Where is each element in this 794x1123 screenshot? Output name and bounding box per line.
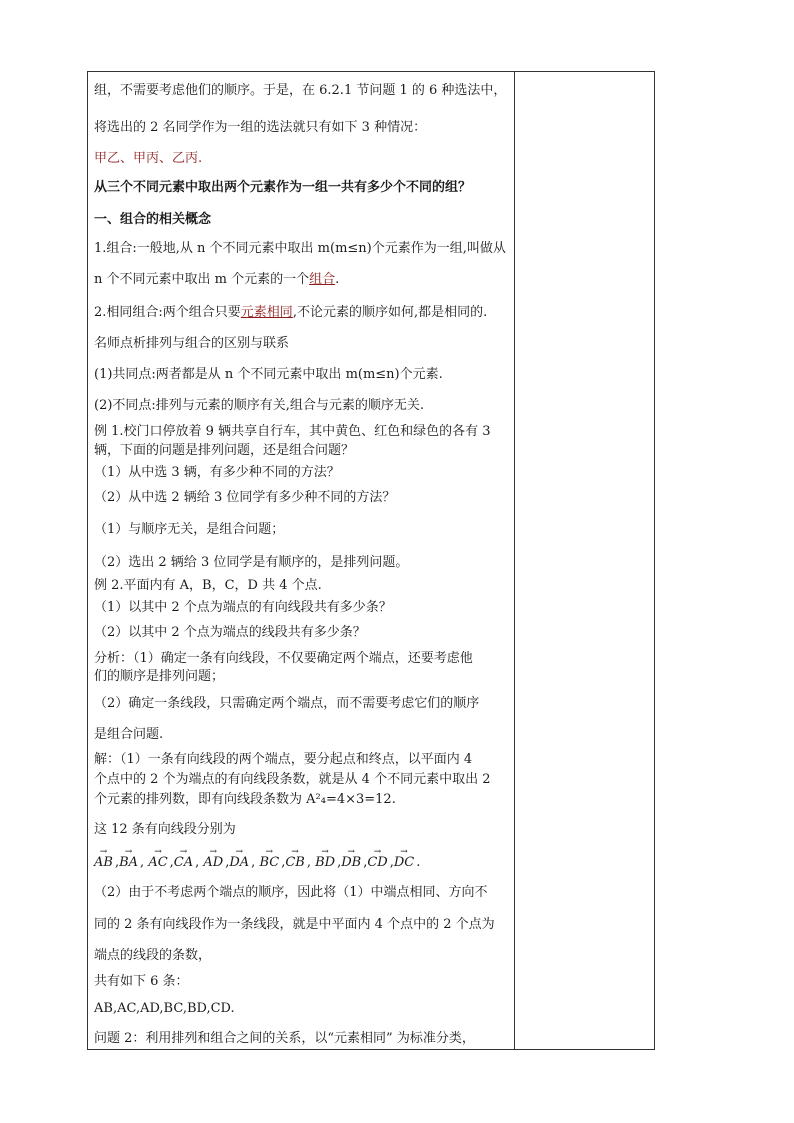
- text-line: (1)共同点:两者都是从 n 个不同元素中取出 m(m≤n)个元素.: [94, 367, 443, 382]
- text-line: 1.组合:一般地,从 n 个不同元素中取出 m(m≤n)个元素作为一组,叫做从: [94, 241, 506, 256]
- vector-ca: → CA: [174, 854, 193, 872]
- term-same-elements: 元素相同: [240, 305, 293, 320]
- text-line: 将选出的 2 名同学作为一组的选法就只有如下 3 种情况：: [94, 120, 427, 135]
- term-combination: 组合: [309, 272, 336, 287]
- section-heading: 一、组合的相关概念: [94, 212, 212, 227]
- text-line: （1）以其中 2 个点为端点的有向线段共有多少条？: [94, 600, 392, 615]
- text-line: 这 12 条有向线段分别为: [94, 822, 236, 837]
- text-line: 是组合问题.: [94, 727, 164, 742]
- vector-db: → DB: [341, 854, 361, 872]
- text-line: [94, 304, 487, 322]
- text-line: 名师点析排列与组合的区别与联系: [94, 336, 290, 351]
- text-line: 组，不需要考虑他们的顺序。于是，在 6.2.1 节问题 1 的 6 种选法中，: [94, 83, 507, 98]
- text-line: [94, 271, 339, 289]
- text-line: （1）与顺序无关，是组合问题；: [94, 522, 285, 537]
- text-line: （2）以其中 2 个点为端点的线段共有多少条？: [94, 625, 366, 640]
- text-line: 甲乙、甲丙、乙丙.: [94, 151, 203, 166]
- vector-cd: → CD: [367, 854, 387, 872]
- text-span: .: [335, 272, 340, 287]
- vector-ab: → AB: [94, 854, 113, 872]
- text-span: n 个不同元素中取出 m 个元素的一个: [94, 272, 310, 287]
- vector-ac: → AC: [148, 854, 167, 872]
- text-line: 们的顺序是排列问题；: [94, 669, 225, 684]
- text-line: （1）从中选 3 辆，有多少种不同的方法？: [94, 465, 340, 480]
- text-line: 分析：（1）确定一条有向线段，不仅要确定两个端点，还要考虑他: [94, 651, 473, 666]
- text-line: （2）确定一条线段，只需确定两个端点，而不需要考虑它们的顺序: [94, 696, 480, 711]
- text-line: 个点中的 2 个为端点的有向线段条数，就是从 4 个不同元素中取出 2: [94, 772, 491, 787]
- text-line: 解：（1）一条有向线段的两个端点，要分起点和终点，以平面内 4: [94, 752, 473, 767]
- question-heading: 从三个不同元素中取出两个元素作为一组一共有多少个不同的组？: [94, 180, 472, 195]
- text-line: （2）选出 2 辆给 3 位同学是有顺序的，是排列问题。: [94, 555, 409, 570]
- text-line: 辆，下面的问题是排列问题，还是组合问题？: [94, 443, 355, 458]
- vector-ad: → AD: [203, 854, 223, 872]
- vector-list: → AB ,→ BA , → AC ,→ CA , → AD ,→ DA , → BC ,→ CB , → BD ,→ DB ,→ CD ,→ DC .: [94, 854, 420, 872]
- text-line: AB,AC,AD,BC,BD,CD.: [94, 1001, 235, 1016]
- text-line: 问题 2：利用排列和组合之间的关系，以“元素相同” 为标准分类，: [94, 1031, 475, 1046]
- text-line: (2)不同点:排列与元素的顺序有关,组合与元素的顺序无关.: [94, 398, 425, 413]
- vector-bd: → BD: [315, 854, 335, 872]
- text-line: （2）由于不考虑两个端点的顺序，因此将（1）中端点相同、方向不: [94, 885, 488, 900]
- text-line: 同的 2 条有向线段作为一条线段，就是中平面内 4 个点中的 2 个点为: [94, 917, 495, 932]
- vector-ba: → BA: [119, 854, 138, 872]
- text-span: ,不论元素的顺序如何,都是相同的.: [292, 305, 488, 320]
- text-line: 个元素的排列数，即有向线段条数为 A²₄=4×3=12.: [94, 792, 396, 807]
- text-line: 端点的线段的条数，: [94, 948, 212, 963]
- text-line: （2）从中选 2 辆给 3 位同学有多少种不同的方法？: [94, 490, 396, 505]
- vector-cb: → CB: [285, 854, 305, 872]
- text-line: 例 1.校门口停放着 9 辆共享自行车，其中黄色、红色和绿色的各有 3: [94, 424, 491, 439]
- lesson-table: [87, 71, 655, 1050]
- text-line: 共有如下 6 条：: [94, 974, 189, 989]
- text-line: 例 2.平面内有 A，B，C，D 共 4 个点.: [94, 578, 322, 593]
- column-divider: [514, 72, 515, 1049]
- vector-dc: → DC: [394, 854, 414, 872]
- text-span: 2.相同组合:两个组合只要: [94, 305, 241, 320]
- vector-bc: → BC: [259, 854, 279, 872]
- vector-da: → DA: [229, 854, 249, 872]
